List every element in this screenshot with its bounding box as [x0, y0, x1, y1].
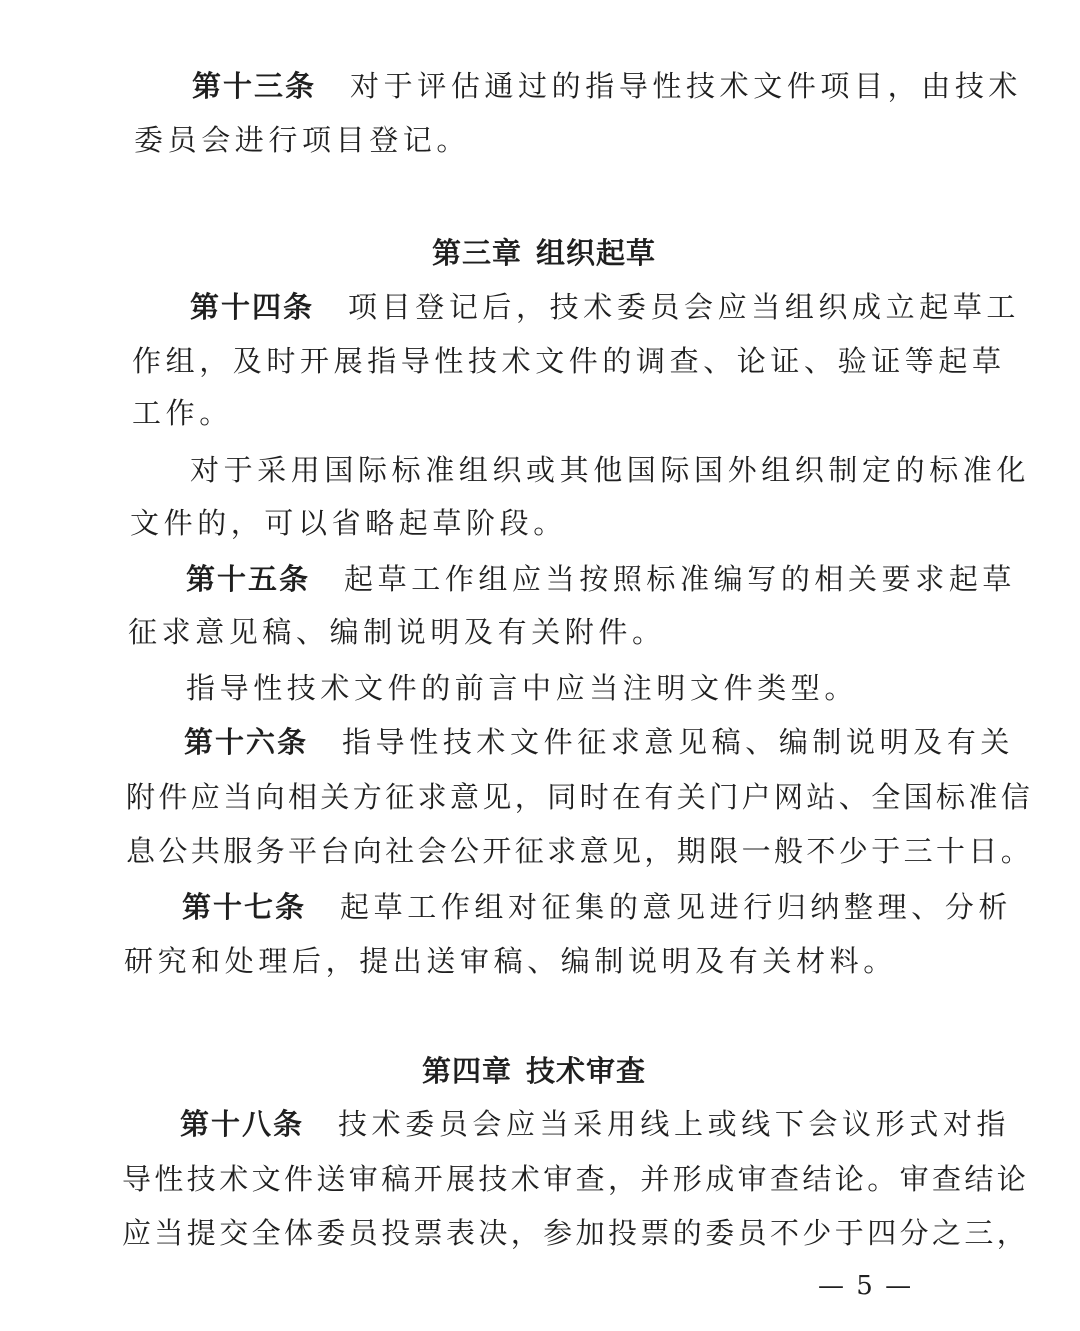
chapter-4-heading [422, 1051, 646, 1091]
article-16-line-3: 息公共服务平台向社会公开征求意见，期限一般不少于三十日。 [126, 834, 1034, 868]
article-14-label: 第十四条 [190, 290, 315, 324]
article-16-line-1 [184, 722, 1014, 762]
article-13-line-1 [192, 66, 1022, 106]
page-number: — 5 — [818, 1271, 914, 1301]
article-16-label: 第十六条 [184, 725, 309, 759]
article-14-text-1: 项目登记后，技术委员会应当组织成立起草工 [348, 290, 1021, 324]
article-15-label: 第十五条 [186, 562, 311, 596]
article-14-line-3: 工作。 [132, 396, 233, 430]
chapter-3-heading [432, 233, 656, 273]
article-18-line-2: 导性技术文件送审稿开展技术审查，并形成审查结论。审查结论 [122, 1162, 1030, 1196]
article-14-para-2-line-1: 对于采用国际标准组织或其他国际国外组织制定的标准化 [190, 453, 1031, 487]
article-14-line-1 [190, 287, 1020, 327]
article-14-line-2: 作组，及时开展指导性技术文件的调查、论证、验证等起草 [132, 344, 1006, 378]
article-15-line-2: 征求意见稿、编制说明及有关附件。 [128, 615, 666, 649]
article-17-label: 第十七条 [182, 890, 307, 924]
article-15-para-2-line-1: 指导性技术文件的前言中应当注明文件类型。 [186, 671, 859, 705]
article-14-para-2-line-2: 文件的，可以省略起草阶段。 [130, 506, 567, 540]
article-17-line-1 [182, 887, 1012, 927]
article-18-line-3: 应当提交全体委员投票表决，参加投票的委员不少于四分之三， [122, 1216, 1030, 1250]
article-17-text-1: 起草工作组对征集的意见进行归纳整理、分析 [340, 890, 1013, 924]
chapter-4-number: 第四章 [422, 1054, 513, 1088]
article-17-line-2: 研究和处理后，提出送审稿、编制说明及有关材料。 [124, 944, 897, 978]
article-13-line-2: 委员会进行项目登记。 [134, 123, 471, 157]
chapter-3-number: 第三章 [432, 236, 523, 270]
chapter-3-title: 组织起草 [536, 236, 657, 270]
article-18-text-1: 技术委员会应当采用线上或线下会议形式对指 [338, 1107, 1011, 1141]
article-13-text-1: 对于评估通过的指导性技术文件项目，由技术 [350, 69, 1023, 103]
article-13-label: 第十三条 [192, 69, 317, 103]
article-18-label: 第十八条 [180, 1107, 305, 1141]
article-16-text-1: 指导性技术文件征求意见稿、编制说明及有关 [342, 725, 1015, 759]
chapter-4-title: 技术审查 [526, 1054, 647, 1088]
article-15-line-1 [186, 559, 1016, 599]
article-15-text-1: 起草工作组应当按照标准编写的相关要求起草 [344, 562, 1017, 596]
article-16-line-2: 附件应当向相关方征求意见，同时在有关门户网站、全国标准信 [126, 780, 1034, 814]
article-18-line-1 [180, 1104, 1010, 1144]
